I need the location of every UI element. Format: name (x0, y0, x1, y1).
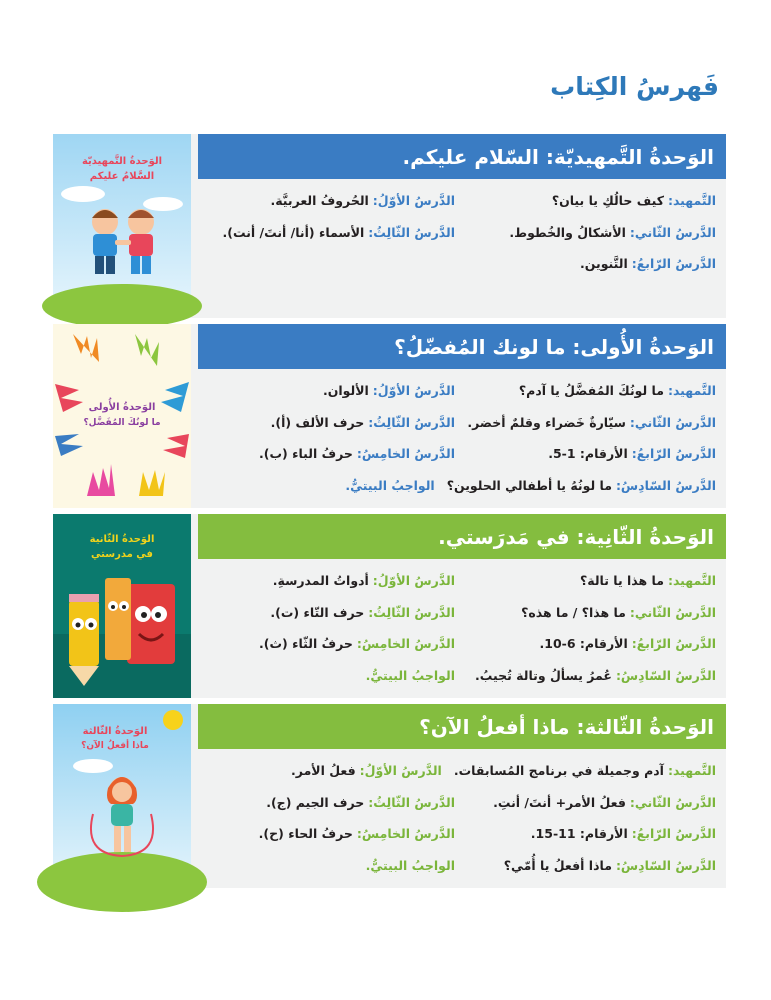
page-title: فَهرسُ الكِتاب (550, 72, 719, 101)
lesson-item[interactable] (467, 858, 716, 873)
lesson-text: فعلُ الأمر+ أنتَ/ أنتِ. (493, 794, 626, 810)
unit-title-banner: الوَحدةُ الثّالثة: ماذا أفعلُ الآن؟ (198, 704, 726, 749)
lesson-item[interactable] (206, 636, 467, 651)
lesson-text: ماذا أفعلُ يا أُمّي؟ (503, 857, 612, 873)
lesson-row (206, 628, 716, 660)
lesson-text: التَّنوين. (580, 256, 628, 272)
lesson-row (206, 660, 716, 692)
lesson-label: الدَّرسُ الثّاني: (629, 224, 716, 240)
lesson-label: الدَّرسُ الثّالِثُ: (368, 224, 455, 240)
lesson-row (206, 407, 716, 439)
lesson-text: الأشكالُ والخُطوط. (509, 224, 626, 240)
lesson-text: الأرقام: 11-15. (530, 826, 628, 842)
lesson-text: الأرقام: 6-10. (539, 636, 628, 652)
lesson-item[interactable] (467, 795, 716, 810)
lesson-label: الدَّرسُ السّادِسُ: (615, 667, 716, 683)
lesson-row (206, 470, 716, 502)
lesson-row (206, 217, 716, 249)
lesson-label: الدَّرسُ الثّالِثُ: (368, 414, 455, 430)
lesson-row (206, 850, 716, 882)
cover-title-line1: الوَحدةُ التَّمهيديّة (81, 156, 163, 167)
lesson-label: الدَّرسُ الأوّلُ: (372, 193, 455, 209)
homework-label: الواجبُ البيتيُّ. (365, 857, 455, 873)
lesson-text: ما هذا يا تالة؟ (580, 573, 664, 589)
lesson-label: الدَّرسُ السّادِسُ: (615, 857, 716, 873)
lesson-label: الدَّرسُ الثّاني: (629, 794, 716, 810)
lesson-label: الدَّرسُ الرّابعُ: (631, 826, 716, 842)
lesson-item[interactable] (206, 446, 467, 461)
cover-title-line2: في مدرستي (91, 549, 153, 560)
lesson-label: الدَّرسُ الخامِسُ: (356, 826, 455, 842)
lesson-item[interactable] (206, 573, 467, 588)
lesson-item[interactable] (206, 763, 454, 778)
lesson-label: الدَّرسُ الثّالِثُ: (368, 794, 455, 810)
lesson-text: حرف التّاء (ت). (270, 604, 365, 620)
unit-introductory (53, 134, 726, 318)
unit-title-banner: الوَحدةُ الثّانِية: في مَدرَستي. (198, 514, 726, 559)
lesson-text: حرفُ الباء (ب). (259, 446, 353, 462)
homework-label: الواجبُ البيتيُّ. (345, 477, 435, 493)
lesson-text: فعلُ الأمر. (291, 763, 356, 779)
unit-cover-image (53, 704, 191, 888)
lesson-label: الدَّرسُ الثّالِثُ: (368, 604, 455, 620)
lesson-item[interactable] (467, 415, 716, 430)
lesson-item[interactable] (206, 383, 467, 398)
lesson-item[interactable] (467, 446, 716, 461)
lesson-item[interactable] (467, 256, 716, 271)
homework-label: الواجبُ البيتيُّ. (365, 667, 455, 683)
lesson-text: أدواتُ المدرسةِ. (272, 573, 369, 589)
lesson-text: كيف حالُكِ يا بيان؟ (551, 193, 664, 209)
lesson-label: الدَّرسُ الثّاني: (629, 604, 716, 620)
lesson-text: حرفُ الثّاء (ث). (259, 636, 353, 652)
lesson-item[interactable] (467, 383, 716, 398)
lesson-label: الدَّرسُ الأوّلُ: (372, 383, 455, 399)
cover-title-line2: ما لونُكَ المُفَضَّل؟ (83, 418, 161, 428)
lesson-label: الدَّرسُ الرّابعُ: (631, 446, 716, 462)
lesson-row (206, 755, 716, 787)
lesson-text: الحُروفُ العربيَّة. (270, 193, 369, 209)
cover-title-line2: السَّلامُ عليكم (89, 171, 155, 182)
lesson-item[interactable] (206, 858, 467, 873)
lesson-text: الأسماء (أنا/ أنتَ/ أنت). (222, 224, 365, 240)
unit-title-banner: الوَحدةُ الأُولى: ما لونك المُفضّلُ؟ (198, 324, 726, 369)
lesson-row (206, 597, 716, 629)
lesson-text: الأرقام: 1-5. (548, 446, 628, 462)
lesson-row (206, 375, 716, 407)
lesson-item[interactable] (206, 605, 467, 620)
lesson-item[interactable] (467, 826, 716, 841)
lesson-item[interactable] (467, 193, 716, 208)
lesson-item[interactable] (206, 193, 467, 208)
lesson-label: التَّمهيد: (667, 383, 716, 399)
unit-cover-image (53, 134, 191, 318)
cover-title-line1: الوَحدةُ الثّانية (89, 534, 155, 545)
lesson-text: حرف الجيم (ج). (266, 794, 365, 810)
unit-cover-image (53, 324, 191, 508)
lesson-item[interactable] (206, 668, 467, 683)
lesson-label: الدَّرسُ الثّاني: (629, 414, 716, 430)
lesson-item[interactable] (467, 636, 716, 651)
lesson-row (206, 787, 716, 819)
lesson-item[interactable] (467, 225, 716, 240)
lesson-item[interactable] (206, 795, 467, 810)
lesson-text: آدم وجميلة في برنامج المُسابقات. (453, 763, 664, 779)
lesson-label: التَّمهيد: (667, 763, 716, 779)
lesson-row (206, 565, 716, 597)
lesson-label: التَّمهيد: (667, 193, 716, 209)
lesson-text: عُمرُ يسألُ وتالة تُجيبُ. (475, 667, 612, 683)
lesson-item[interactable] (206, 415, 467, 430)
lesson-label: الدَّرسُ الأوّلُ: (372, 573, 455, 589)
lesson-text: حرفُ الحاء (ح). (258, 826, 353, 842)
lesson-text: ما لونُكَ المُفضَّلُ يا آدم؟ (518, 383, 664, 399)
lesson-text: حرف الألف (أ). (270, 414, 365, 430)
lesson-row (206, 818, 716, 850)
unit-title-banner: الوَحدةُ التَّمهيديّة: السّلام عليكم. (198, 134, 726, 179)
lesson-text: سيّارةٌ خَضراء وقلمٌ أخضر. (467, 414, 626, 430)
unit-second (53, 514, 726, 698)
unit-third (53, 704, 726, 888)
unit-cover-image (53, 514, 191, 698)
unit-first (53, 324, 726, 508)
lesson-text: ما هذا؟ / ما هذه؟ (521, 604, 626, 620)
lesson-label: الدَّرسُ الرّابعُ: (631, 256, 716, 272)
lesson-label: الدَّرسُ الخامِسُ: (356, 446, 455, 462)
cover-title-line1: الوَحدةُ الثّالثة (82, 726, 148, 737)
lesson-item[interactable] (467, 668, 716, 683)
lesson-label: التَّمهيد: (667, 573, 716, 589)
lesson-row (206, 438, 716, 470)
lesson-row (206, 248, 716, 280)
cover-title-line1: الوَحدةُ الأُولى (88, 402, 156, 413)
lesson-item[interactable] (206, 826, 467, 841)
lesson-row (206, 185, 716, 217)
lesson-text: ما لونُهُ يا أطفالي الحلوين؟ (446, 477, 612, 493)
lesson-text: الألوان. (322, 383, 369, 399)
lesson-label: الدَّرسُ الأوّلُ: (359, 763, 442, 779)
lesson-item[interactable] (467, 605, 716, 620)
lesson-item[interactable] (467, 573, 716, 588)
lesson-label: الدَّرسُ الخامِسُ: (356, 636, 455, 652)
cover-title-line2: ماذا أفعلُ الآن؟ (81, 741, 149, 751)
lesson-item[interactable] (206, 478, 447, 493)
lesson-item[interactable] (454, 763, 716, 778)
lesson-label: الدَّرسُ الرّابعُ: (631, 636, 716, 652)
lesson-item[interactable] (447, 478, 716, 493)
lesson-label: الدَّرسُ السّادِسُ: (615, 477, 716, 493)
lesson-item[interactable] (206, 225, 467, 240)
